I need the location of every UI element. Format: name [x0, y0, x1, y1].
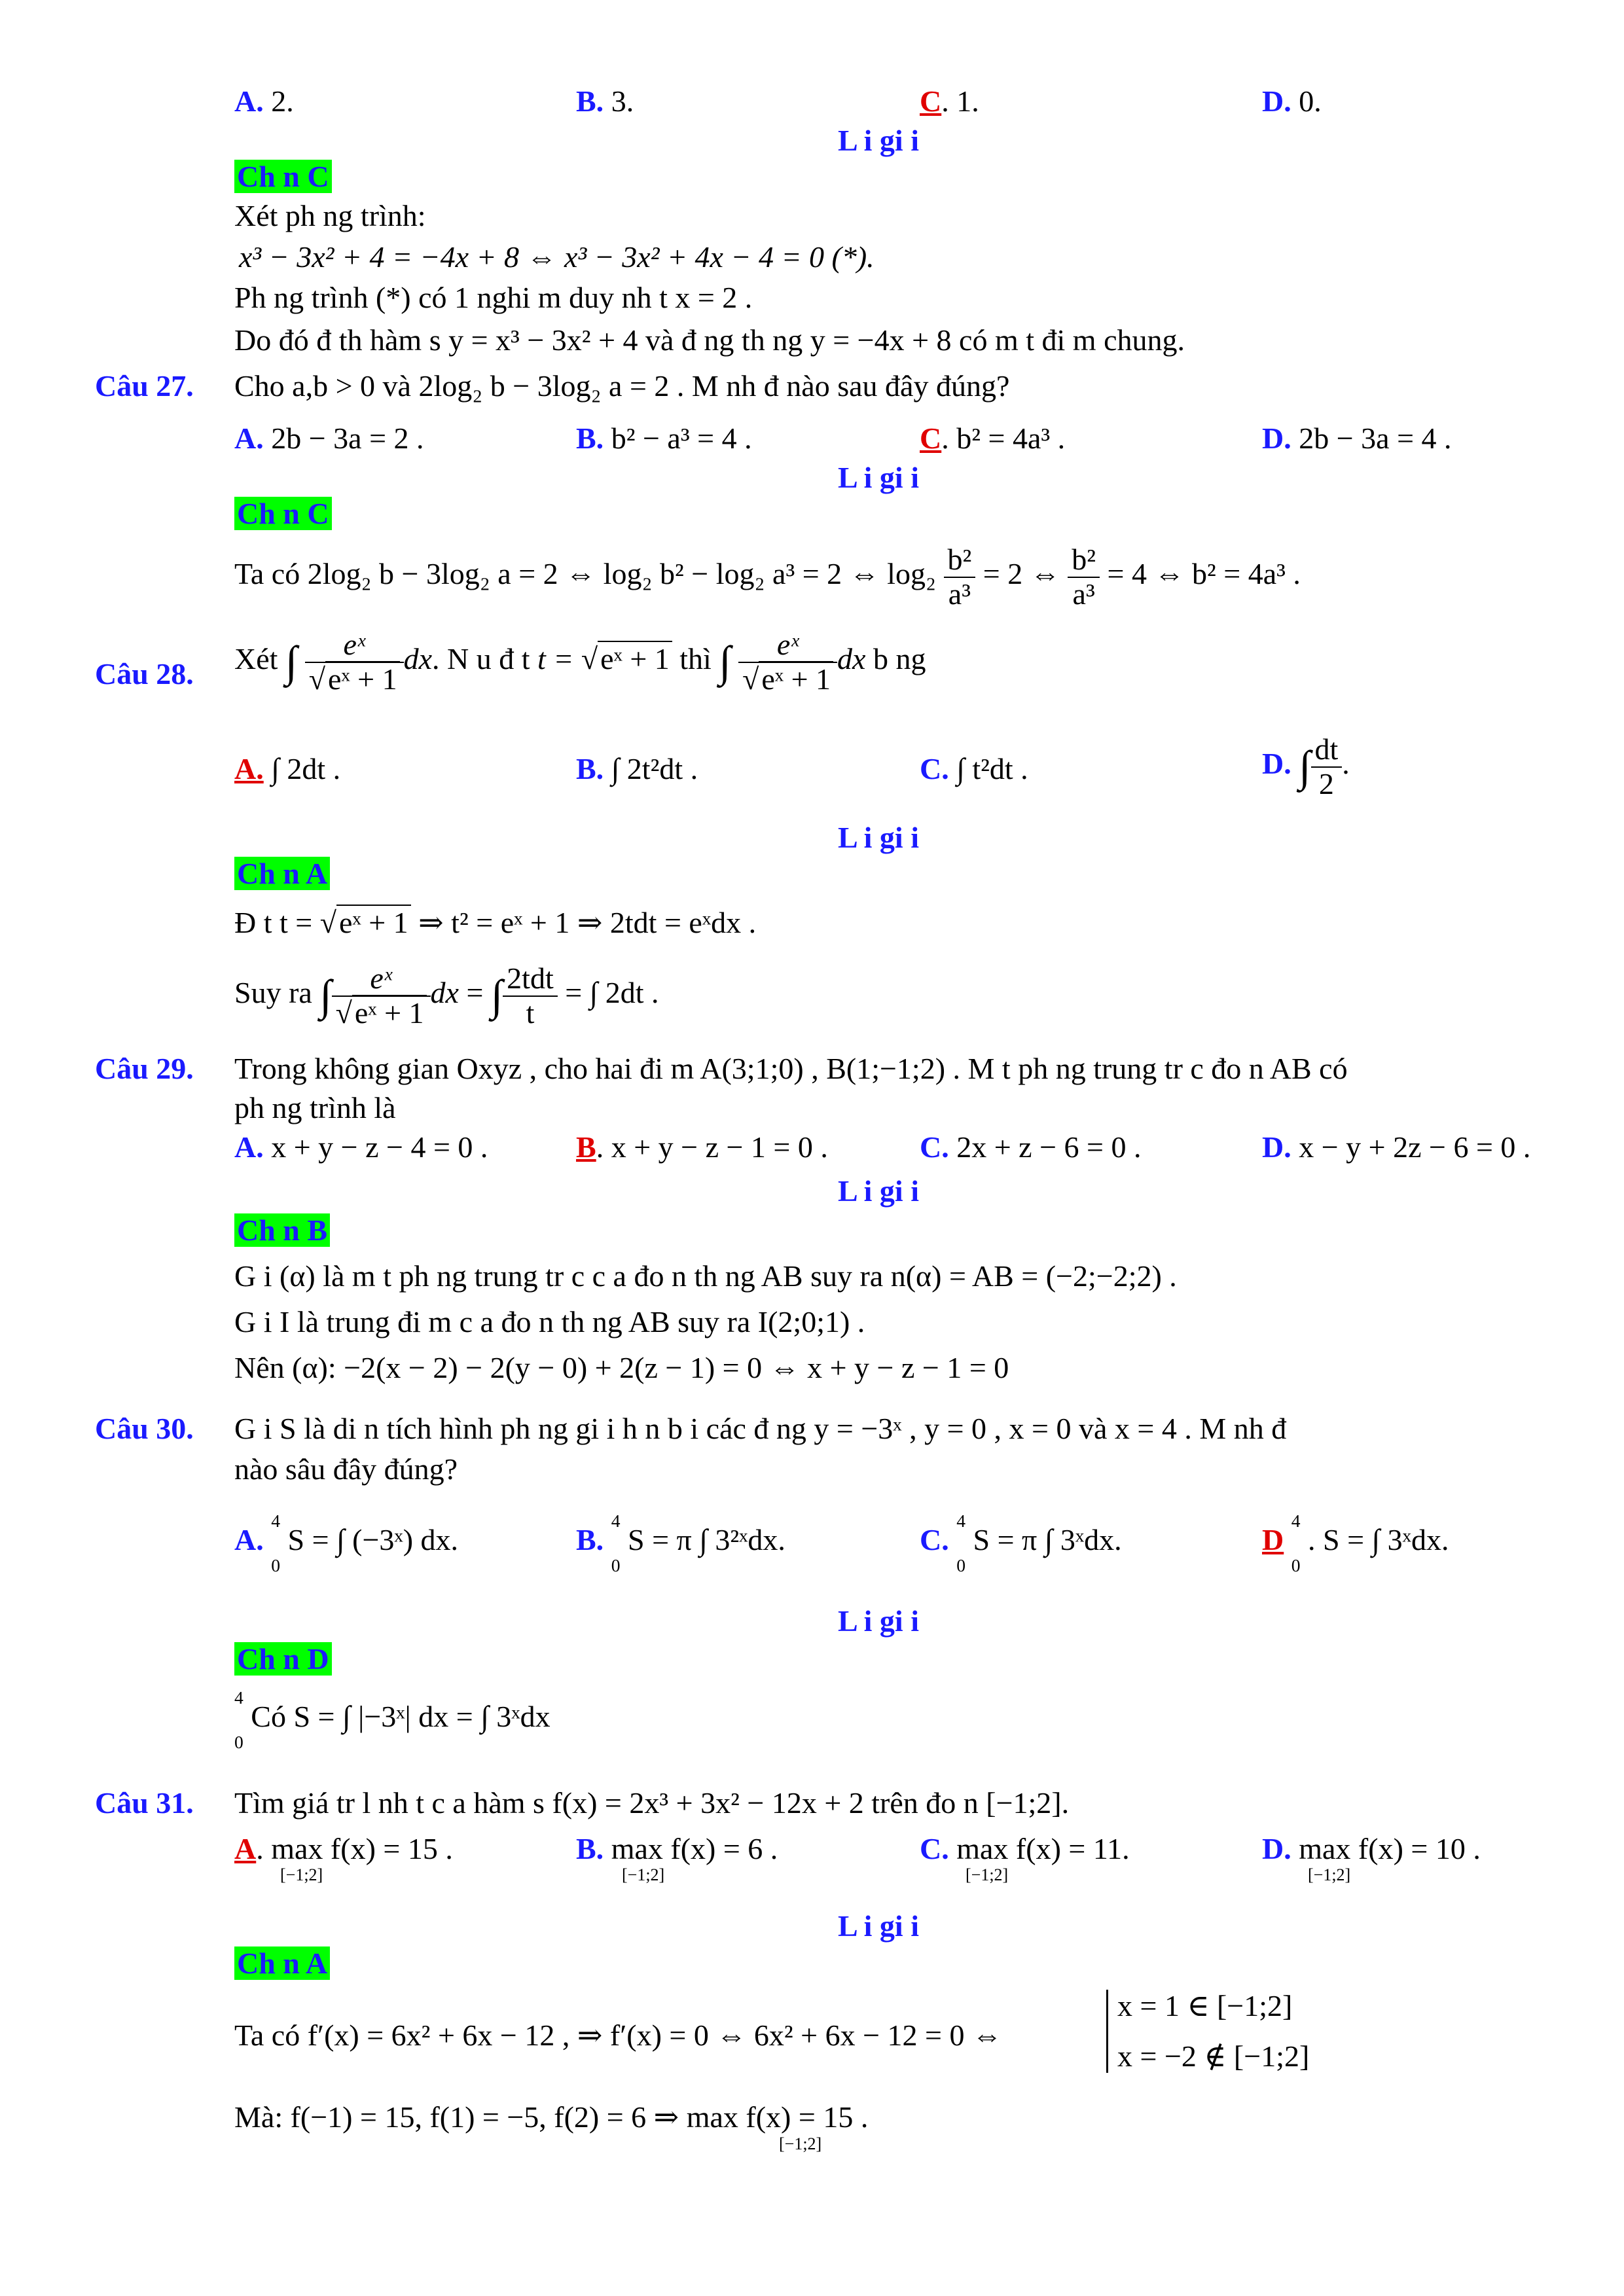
q26-opt-b-text: 3. — [611, 84, 634, 118]
q26-loigiai-heading: L i gi i — [838, 124, 919, 157]
q31-sol-line2: Mà: f(−1) = 15, f(1) = −5, f(2) = 6 ⇒ max f(x) = 15 . — [234, 2100, 869, 2134]
q28-opt-a-label: A. — [234, 752, 264, 785]
q31-sol-cases — [1106, 1990, 1309, 2073]
q31-sol-line1: Ta có f′(x) = 6x² + 6x − 12 , ⇒ f′(x) = 0 ⇔ 6x² + 6x − 12 = 0 ⇔ — [234, 2018, 1002, 2052]
q27-sol-mid1: = 2 ⇔ — [983, 557, 1060, 591]
q26-option-a[interactable] — [234, 85, 294, 118]
q28-option-c[interactable] — [920, 753, 1028, 786]
q26-sol-line2: x³ − 3x² + 4 = −4x + 8 ⇔ x³ − 3x² + 4x − 4 = 0 (*). — [239, 240, 875, 274]
q29-opt-b-label: B — [576, 1130, 596, 1164]
q30-opt-b-text: S = π ∫ 3²ˣdx. — [627, 1523, 785, 1557]
q29-sol-line1: G i (α) là m t ph ng trung tr c c a đo n th ng AB suy ra n(α) = AB = (−2;−2;2) . — [234, 1259, 1177, 1293]
q28-stem-bang: b ng — [873, 642, 926, 676]
q26-option-c[interactable] — [920, 85, 979, 118]
q27-loigiai-heading: L i gi i — [838, 461, 919, 494]
q31-opt-c-text: max f(x) = 11. — [956, 1832, 1130, 1865]
q31-opt-d-text: max f(x) = 10 . — [1299, 1832, 1481, 1865]
q31-opt-c-label: C. — [920, 1832, 949, 1865]
q30-option-b[interactable]: B. 4 0 S = π ∫ 3²ˣdx. — [576, 1511, 785, 1575]
q29-opt-c-text: 2x + z − 6 = 0 . — [956, 1130, 1142, 1164]
q29-stem-line2: ph ng trình là — [234, 1091, 396, 1124]
q27-sol-frac2: $\frac{\text{b²}}{\text{a³}}$ — [1068, 543, 1100, 611]
q30-opt-d-label: D — [1262, 1523, 1284, 1557]
q28-label: Câu 28. — [95, 657, 194, 691]
q27-opt-a-label: A. — [234, 422, 264, 455]
q31-option-b[interactable] — [576, 1833, 778, 1884]
q30-stem-line2: nào sâu đây đúng? — [234, 1452, 458, 1486]
q31-stem: Tìm giá tr l nh t c a hàm s f(x) = 2x³ + 3x² − 12x + 2 trên đo n [−1;2]. — [234, 1786, 1070, 1820]
q26-sol-line4: Do đó đ th hàm s y = x³ − 3x² + 4 và đ ng th ng y = −4x + 8 có m t đi m chung. — [234, 323, 1185, 357]
q28-integrand: $\frac{\text{eˣ}}{\text{√eˣ + 1}}$ — [305, 628, 404, 696]
q28-opt-d-label: D. — [1262, 747, 1291, 781]
q27-opt-c-label: C — [920, 422, 942, 455]
q31-sol-line2-interval: [−1;2] — [779, 2134, 822, 2153]
q28-stem-thi: thì — [679, 642, 712, 676]
q27-sol-frac1: $\frac{\text{b²}}{\text{a³}}$ — [944, 543, 976, 611]
q26-opt-d-text: 0. — [1299, 84, 1322, 118]
q27-option-d[interactable] — [1262, 422, 1452, 456]
q27-solution — [234, 543, 1301, 611]
q27-opt-c-text: . b² = 4a³ . — [941, 422, 1066, 455]
q26-sol-line3: Ph ng trình (*) có 1 nghi m duy nh t x = 2 . — [234, 281, 753, 314]
q29-option-a[interactable] — [234, 1131, 488, 1164]
q31-opt-a-text: . max f(x) = 15 . — [256, 1832, 453, 1865]
q27-label: Câu 27. — [95, 369, 194, 403]
q30-label: Câu 30. — [95, 1412, 194, 1445]
q28-stem-xet: Xét — [234, 642, 278, 676]
q31-opt-d-interval: [−1;2] — [1308, 1865, 1351, 1884]
q27-option-c[interactable] — [920, 422, 1065, 456]
q29-opt-b-text: . x + y − z − 1 = 0 . — [596, 1130, 828, 1164]
q30-stem-line1: G i S là di n tích hình ph ng gi i h n b i các đ ng y = −3ˣ , y = 0 , x = 0 và x = 4 . M nh đ — [234, 1412, 1287, 1445]
q29-opt-c-label: C. — [920, 1130, 949, 1164]
q31-case-1: x = 1 ∈ [−1;2] — [1117, 1989, 1293, 2022]
q28-stem: Xét ∫ $\frac{\text{eˣ}}{\text{√eˣ + 1}}$ dx. N u đ t t = √eˣ + 1 thì ∫ $\frac{\text{eˣ}}{\text{√eˣ + 1}}$ dx b ng — [234, 628, 926, 696]
q31-option-a[interactable] — [234, 1833, 453, 1884]
q28-loigiai-heading: L i gi i — [838, 821, 919, 854]
q31-option-c[interactable] — [920, 1833, 1130, 1884]
q27-opt-b-text: b² − a³ = 4 . — [611, 422, 752, 455]
q29-stem-line1: Trong không gian Oxyz , cho hai đi m A(3;1;0) , B(1;−1;2) . M t ph ng trung tr c đo n AB có — [234, 1052, 1348, 1085]
q29-opt-d-text: x − y + 2z − 6 = 0 . — [1299, 1130, 1531, 1164]
q28-opt-c-text: ∫ t²dt . — [956, 752, 1028, 785]
q27-option-b[interactable] — [576, 422, 752, 456]
q30-option-c[interactable]: C. 4 0 S = π ∫ 3ˣdx. — [920, 1511, 1122, 1575]
q31-opt-b-text: max f(x) = 6 . — [611, 1832, 778, 1865]
q31-option-d[interactable] — [1262, 1833, 1481, 1884]
q28-sol-line1: Đ t t = √eˣ + 1 ⇒ t² = eˣ + 1 ⇒ 2tdt = eˣdx . — [234, 906, 757, 939]
q31-opt-b-interval: [−1;2] — [622, 1865, 665, 1884]
q29-sol-line2: G i I là trung đi m c a đo n th ng AB suy ra I(2;0;1) . — [234, 1305, 865, 1338]
q29-option-b[interactable] — [576, 1131, 828, 1164]
q27-sol-end: = 4 ⇔ b² = 4a³ . — [1107, 557, 1301, 591]
q30-opt-a-text: S = ∫ (−3ˣ) dx. — [287, 1523, 459, 1557]
q28-opt-a-text: ∫ 2dt . — [271, 752, 341, 785]
q31-opt-a-label: A — [234, 1832, 257, 1865]
q26-opt-d-label: D. — [1262, 84, 1291, 118]
q26-opt-b-label: B. — [576, 84, 604, 118]
q31-opt-c-interval: [−1;2] — [965, 1865, 1009, 1884]
q31-chon-badge: Ch n A — [234, 1947, 330, 1981]
q26-chon-badge: Ch n C — [234, 160, 332, 194]
q30-opt-d-text: . S = ∫ 3ˣdx. — [1308, 1523, 1449, 1557]
q30-chon-badge: Ch n D — [234, 1643, 332, 1676]
q29-sol-line3: Nên (α): −2(x − 2) − 2(y − 0) + 2(z − 1) = 0 ⇔ x + y − z − 1 = 0 — [234, 1351, 1009, 1384]
q30-loigiai-heading: L i gi i — [838, 1604, 919, 1638]
q30-option-a[interactable]: A. 4 0 S = ∫ (−3ˣ) dx. — [234, 1511, 459, 1575]
q28-sol-line2: Suy ra ∫ $\frac{\text{eˣ}}{\text{√eˣ + 1}}$ dx = ∫ $\frac{\text{2tdt}}{t}$ = ∫ 2dt . — [234, 961, 659, 1030]
q27-sol-prefix: Ta có 2log₂ b − 3log₂ a = 2 ⇔ log₂ b² − log₂ a³ = 2 ⇔ log₂ — [234, 557, 936, 591]
q28-option-d[interactable]: D. ∫ $\frac{dt}{2}$ . — [1262, 732, 1350, 800]
q27-option-a[interactable] — [234, 422, 424, 456]
q29-opt-a-text: x + y − z − 4 = 0 . — [271, 1130, 488, 1164]
q31-opt-a-interval: [−1;2] — [280, 1865, 323, 1884]
q28-chon-badge: Ch n A — [234, 857, 330, 891]
q26-option-d[interactable] — [1262, 85, 1322, 118]
q29-chon-badge: Ch n B — [234, 1214, 330, 1247]
q28-opt-b-label: B. — [576, 752, 604, 785]
q31-opt-d-label: D. — [1262, 1832, 1291, 1865]
q30-opt-a-label: A. — [234, 1523, 264, 1557]
q26-option-b[interactable] — [576, 85, 634, 118]
q29-option-d[interactable] — [1262, 1131, 1530, 1164]
q29-opt-a-label: A. — [234, 1130, 264, 1164]
q29-loigiai-heading: L i gi i — [838, 1174, 919, 1208]
q28-stem-neu-dat: . N u đ t — [432, 642, 530, 676]
q26-opt-c-label: C — [920, 84, 942, 118]
q30-option-d[interactable]: D 4 0 . S = ∫ 3ˣdx. — [1262, 1511, 1449, 1575]
q28-opt-d-frac: $\frac{dt}{2}$ — [1311, 733, 1343, 800]
q28-opt-c-label: C. — [920, 752, 949, 785]
q28-option-a[interactable] — [234, 753, 340, 786]
q30-opt-b-label: B. — [576, 1523, 604, 1557]
q27-opt-d-text: 2b − 3a = 4 . — [1299, 422, 1452, 455]
q30-opt-c-label: C. — [920, 1523, 949, 1557]
q30-solution: 4 0 Có S = ∫ |−3ˣ| dx = ∫ 3ˣdx — [234, 1687, 550, 1752]
q26-opt-c-text: . 1. — [941, 84, 979, 118]
q31-case-2: x = −2 ∉ [−1;2] — [1117, 2039, 1310, 2073]
q27-opt-a-text: 2b − 3a = 2 . — [271, 422, 424, 455]
q29-opt-d-label: D. — [1262, 1130, 1291, 1164]
q29-option-c[interactable] — [920, 1131, 1141, 1164]
q26-sol-line1: Xét ph ng trình: — [234, 199, 426, 232]
q31-opt-b-label: B. — [576, 1832, 604, 1865]
q27-stem: Cho a,b > 0 và 2log₂ b − 3log₂ a = 2 . M nh đ nào sau đây đúng? — [234, 369, 1010, 403]
q26-opt-a-text: 2. — [271, 84, 294, 118]
q27-opt-b-label: B. — [576, 422, 604, 455]
q28-opt-b-text: ∫ 2t²dt . — [611, 752, 698, 785]
q28-integrand-2: $\frac{\text{eˣ}}{\text{√eˣ + 1}}$ — [738, 628, 837, 696]
q31-label: Câu 31. — [95, 1786, 194, 1820]
q27-opt-d-label: D. — [1262, 422, 1291, 455]
q28-option-b[interactable] — [576, 753, 698, 786]
q27-chon-badge: Ch n C — [234, 497, 332, 531]
q31-loigiai-heading: L i gi i — [838, 1909, 919, 1943]
q29-label: Câu 29. — [95, 1052, 194, 1085]
q26-opt-a-label: A. — [234, 84, 264, 118]
q30-opt-c-text: S = π ∫ 3ˣdx. — [973, 1523, 1122, 1557]
